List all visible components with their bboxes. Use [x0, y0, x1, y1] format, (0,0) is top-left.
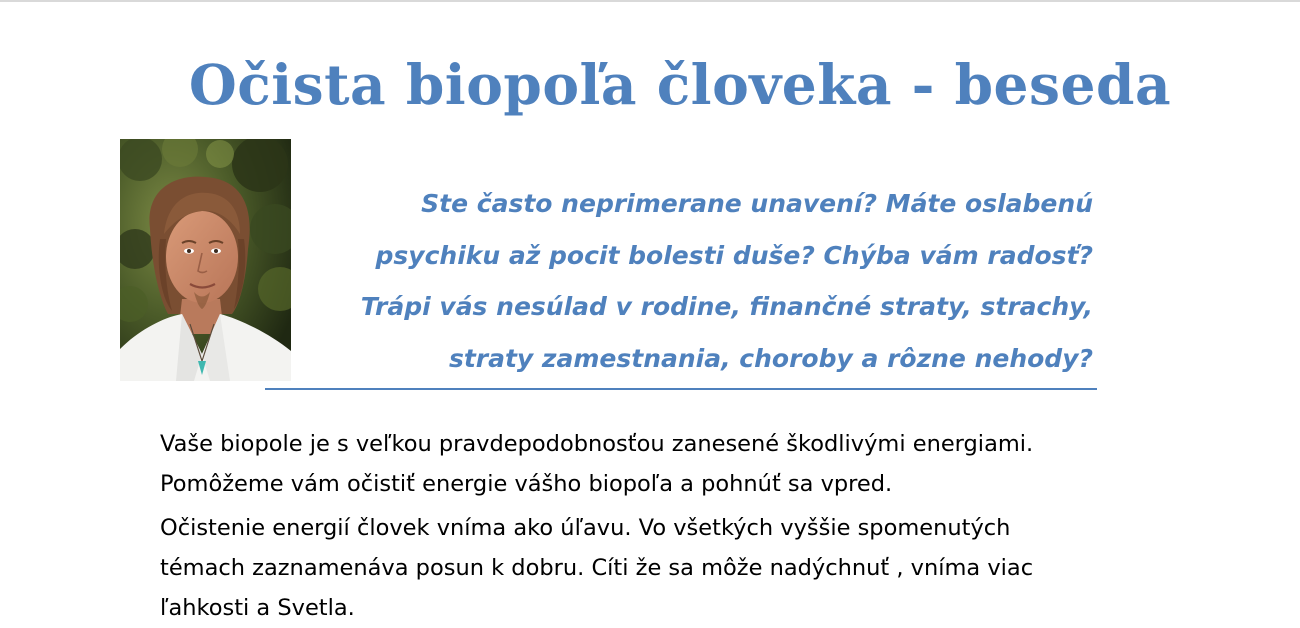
page-top-rule	[0, 0, 1300, 2]
intro-question-line: Ste často neprimerane unavení? Máte oslabenú	[421, 189, 1093, 218]
paragraph-biopole	[160, 424, 1280, 504]
quote-divider	[265, 388, 1097, 390]
paragraph-line: ľahkosti a Svetla.	[160, 595, 355, 621]
paragraph-line: Očistenie energií človek vníma ako úľavu. Vo všetkých vyššie spomenutých	[160, 515, 1011, 541]
intro-question-line: psychiku až pocit bolesti duše? Chýba vám radosť?	[375, 240, 1093, 270]
paragraph-line: Pomôžeme vám očistiť energie vášho biopoľa a pohnúť sa vpred.	[160, 471, 893, 497]
paragraph-line: Vaše biopole je s veľkou pravdepodobnosťou zanesené škodlivými energiami.	[160, 431, 1034, 457]
page-title: Očista biopoľa človeka - beseda	[188, 52, 1172, 117]
intro-question-line: Trápi vás nesúlad v rodine, finančné straty, strachy,	[360, 292, 1093, 321]
paragraph-cleansing	[160, 508, 1280, 628]
intro-questions	[265, 178, 1093, 384]
intro-question-line: straty zamestnania, choroby a rôzne nehody?	[448, 343, 1093, 373]
paragraph-line: témach zaznamenáva posun k dobru. Cíti že sa môže nadýchnuť , vníma viac	[160, 555, 1034, 581]
